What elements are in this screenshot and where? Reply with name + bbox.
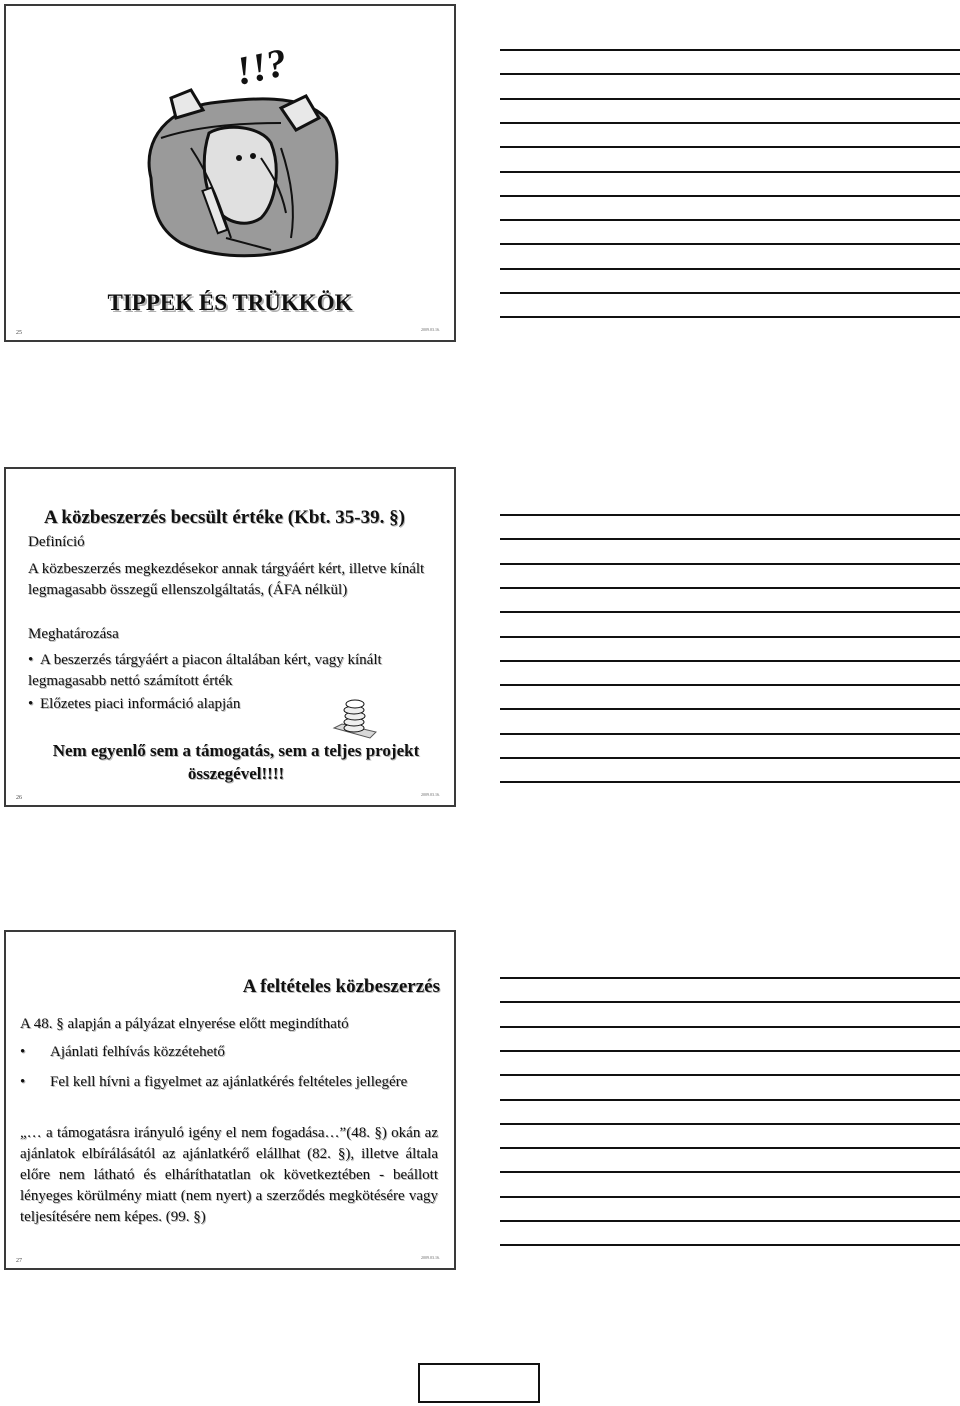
note-line — [500, 98, 960, 100]
bullet-marker: • — [20, 1074, 26, 1090]
bullet-item: • Előzetes piaci információ alapján — [28, 694, 240, 715]
note-line — [500, 563, 960, 565]
note-line — [500, 757, 960, 759]
slide-26 — [4, 467, 456, 807]
note-line — [500, 1196, 960, 1198]
slide-number: 27 — [16, 1258, 22, 1264]
note-line — [500, 1026, 960, 1028]
slide-title: A közbeszerzés becsült értéke (Kbt. 35-39. §) — [44, 507, 405, 528]
slide-27 — [4, 930, 456, 1270]
footer-box — [418, 1363, 540, 1403]
slide-25 — [4, 4, 456, 342]
bullet-marker: • — [28, 652, 34, 668]
note-line — [500, 146, 960, 148]
note-line — [500, 977, 960, 979]
bullet-marker: • — [28, 696, 34, 712]
note-line — [500, 636, 960, 638]
slide-number: 26 — [16, 795, 22, 801]
note-line — [500, 1147, 960, 1149]
note-line — [500, 611, 960, 613]
bullet-item: • A beszerzés tárgyáért a piacon általában kért, vagy kínált legmagasabb nettó számított érték — [28, 652, 382, 689]
coin-stack-icon — [332, 698, 378, 740]
slide-date: 2009.03.16. — [421, 792, 440, 797]
note-line — [500, 538, 960, 540]
definition-label: Definíció — [28, 534, 85, 550]
slide-title: TIPPEK ÉS TRÜKKÖK — [107, 290, 353, 315]
note-line — [500, 733, 960, 735]
note-line — [500, 122, 960, 124]
intro-text: A 48. § alapján a pályázat elnyerése előtt megindítható — [20, 1016, 349, 1032]
note-line — [500, 1220, 960, 1222]
note-line — [500, 73, 960, 75]
bullet-item: • Ajánlati felhívás közzétehető — [20, 1042, 438, 1063]
note-line — [500, 1244, 960, 1246]
note-line — [500, 1099, 960, 1101]
determination-label: Meghatározása — [28, 626, 119, 642]
note-line — [500, 268, 960, 270]
frustrated-man-clipart — [131, 38, 356, 268]
quote-paragraph: „… a támogatásra irányuló igény el nem fogadása…”(48. §) okán az ajánlatok elbírálásától az ajánlatkérő elállhat (82. §), illetve általa előre nem látható és elháríthatatlan ok következtében - beállott lényeges körülmény miatt (nem nyert) a szerződés megkötésére vagy teljesítésére nem képes. (99. §) — [20, 1125, 438, 1225]
note-line — [500, 49, 960, 51]
note-line — [500, 660, 960, 662]
note-line — [500, 587, 960, 589]
note-line — [500, 1123, 960, 1125]
svg-text:!!?: !!? — [231, 39, 291, 94]
note-line — [500, 292, 960, 294]
note-line — [500, 171, 960, 173]
note-line — [500, 219, 960, 221]
note-line — [500, 781, 960, 783]
note-line — [500, 1050, 960, 1052]
definition-text: A közbeszerzés megkezdésekor annak tárgyáért kért, illetve kínált legmagasabb összegű ellenszolgáltatás, (ÁFA nélkül) — [28, 561, 425, 598]
bullet-marker: • — [20, 1044, 26, 1060]
slide-title: A feltételes közbeszerzés — [242, 976, 440, 997]
note-line — [500, 684, 960, 686]
note-line — [500, 1171, 960, 1173]
highlight-note: Nem egyenlő sem a támogatás, sem a teljes projekt összegével!!!! — [52, 741, 420, 783]
note-line — [500, 195, 960, 197]
slide-date: 2009.03.16. — [421, 1255, 440, 1260]
note-line — [500, 243, 960, 245]
note-line — [500, 1001, 960, 1003]
note-line — [500, 1074, 960, 1076]
bullet-item: • Fel kell hívni a figyelmet az ajánlatkérés feltételes jellegére — [20, 1072, 438, 1093]
slide-number: 25 — [16, 330, 22, 336]
slide-date: 2009.03.16. — [421, 327, 440, 332]
note-line — [500, 708, 960, 710]
note-line — [500, 316, 960, 318]
note-line — [500, 514, 960, 516]
